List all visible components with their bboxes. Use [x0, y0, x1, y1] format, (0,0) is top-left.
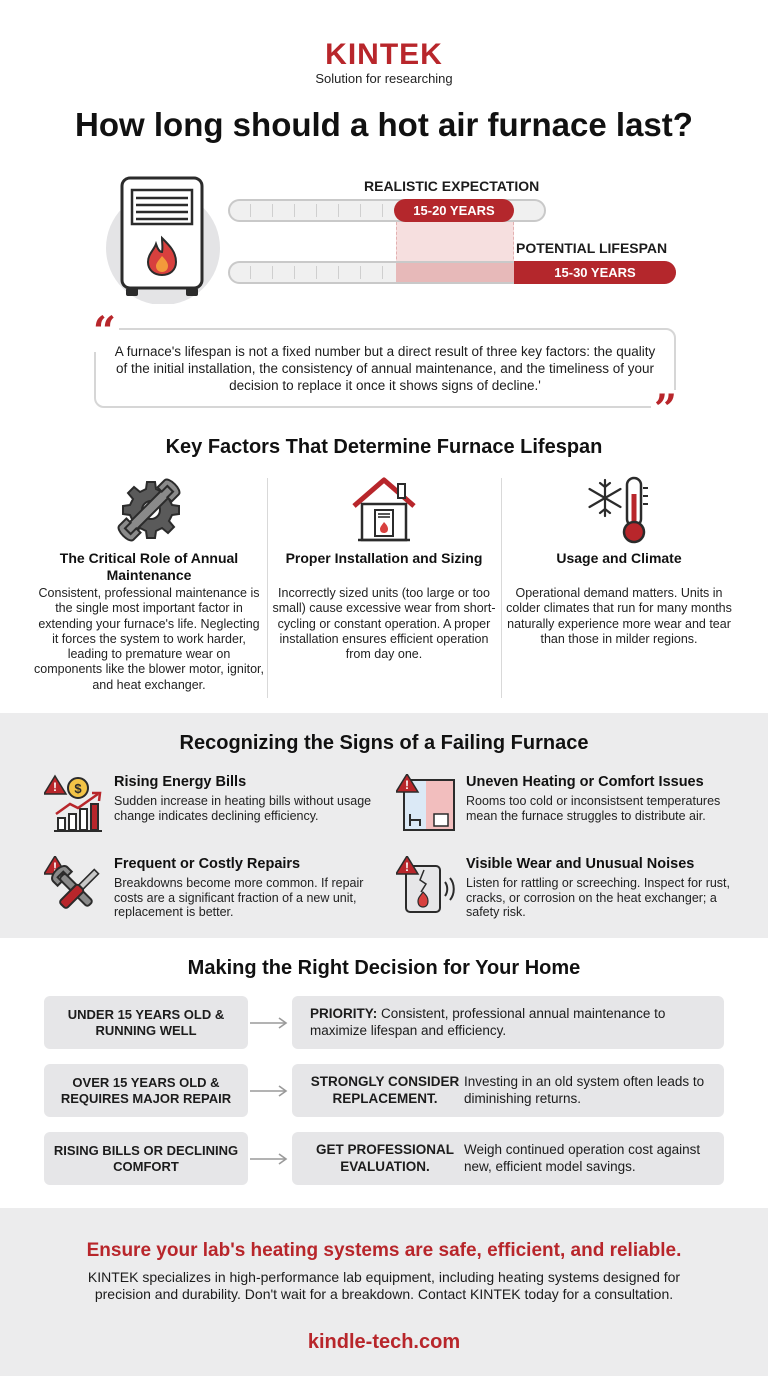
- repair-tools-icon: [44, 856, 106, 918]
- factor-title: The Critical Role of Annual Maintenance: [59, 550, 239, 583]
- quote-text: A furnace's lifespan is not a fixed number but a direct result of three key factors: the quality of the initial installation, the consistency of annual maintenance, and the timeliness of your decision to replace it once it shows signs of decline.': [114, 344, 656, 393]
- realistic-range-badge: 15-20 YEARS: [394, 199, 514, 222]
- close-quote-icon: ”: [651, 390, 680, 430]
- factors-title: Key Factors That Determine Furnace Lifespan: [165, 436, 603, 458]
- sign-title: Rising Energy Bills: [114, 774, 247, 790]
- house-furnace-icon: [348, 474, 420, 546]
- snowflake-thermometer-icon: [583, 474, 655, 546]
- decision-value: Consistent, professional annual maintenance to maximize lifespan and efficiency.: [310, 1006, 666, 1038]
- factor-title: Usage and Climate: [556, 550, 682, 566]
- sign-title: Visible Wear and Unusual Noises: [466, 856, 695, 872]
- potential-range-badge: 15-30 YEARS: [514, 261, 676, 284]
- cta-text: KINTEK specializes in high-performance lab equipment, including heating systems designed for precision and durability. Don't wait for a breakdown. Contact KINTEK today for a consultation.: [87, 1269, 681, 1302]
- brand-tagline: Solution for researching: [315, 71, 453, 86]
- sign-text: Listen for rattling or screeching. Inspect for rust, cracks, or corrosion on the heat exchanger; a safety risk.: [466, 876, 731, 919]
- decision-action: [292, 1132, 724, 1185]
- sign-text: Sudden increase in heating bills without usage change indicates declining efficiency.: [114, 794, 372, 823]
- factor-climate: [504, 474, 734, 647]
- decision-condition: UNDER 15 YEARS OLD & RUNNING WELL: [44, 996, 248, 1049]
- potential-label: POTENTIAL LIFESPAN: [516, 240, 668, 256]
- decision-title: Making the Right Decision for Your Home: [187, 957, 581, 979]
- factor-installation: [269, 474, 499, 662]
- sign-text: Rooms too cold or inconsistsent temperatures mean the furnace struggles to distribute air.: [466, 794, 721, 823]
- factor-maintenance: [34, 474, 264, 693]
- decision-action: [292, 1064, 724, 1117]
- arrow-right-icon: [250, 1016, 288, 1030]
- open-quote-icon: “: [90, 312, 119, 352]
- decision-condition: RISING BILLS OR DECLINING COMFORT: [44, 1132, 248, 1185]
- page-title: How long should a hot air furnace last?: [75, 106, 693, 143]
- factor-title: Proper Installation and Sizing: [285, 550, 483, 566]
- signs-title: Recognizing the Signs of a Failing Furnace: [179, 732, 589, 754]
- divider: [501, 478, 502, 698]
- svg-text:!: !: [53, 780, 57, 794]
- factor-text: Incorrectly sized units (too large or too small) cause excessive wear from short-cycling or constant operation. A proper installation ensures efficient operation from day one.: [272, 586, 496, 662]
- wrench-gear-icon: [113, 474, 185, 546]
- cta-title: Ensure your lab's heating systems are safe, efficient, and reliable.: [86, 1240, 682, 1261]
- rising-bills-icon: [44, 774, 106, 836]
- svg-text:!: !: [405, 778, 409, 792]
- arrow-right-icon: [250, 1084, 288, 1098]
- divider: [267, 478, 268, 698]
- decision-condition: OVER 15 YEARS OLD & REQUIRES MAJOR REPAIR: [44, 1064, 248, 1117]
- factor-text: Consistent, professional maintenance is the single most important factor in extending your furnace's life. Neglecting it forces the system to work harder, leading to premature wear on components like the blower motor, ignitor, and heat exchanger.: [34, 586, 264, 692]
- noisy-furnace-icon: [396, 856, 458, 918]
- decision-key: GET PROFESSIONAL EVALUATION.: [315, 1142, 454, 1174]
- decision-key: PRIORITY:: [310, 1006, 378, 1021]
- factor-text: Operational demand matters. Units in colder climates that run for many months naturally experience more wear and tear than those in milder regions.: [506, 586, 732, 646]
- decision-action: [292, 996, 724, 1049]
- sign-title: Uneven Heating or Comfort Issues: [466, 774, 704, 790]
- svg-text:$: $: [74, 781, 82, 796]
- realistic-label: REALISTIC EXPECTATION: [364, 178, 540, 194]
- svg-text:!: !: [405, 860, 409, 874]
- decision-key: STRONGLY CONSIDER REPLACEMENT.: [310, 1074, 460, 1106]
- potential-overlap-fill: [396, 263, 516, 282]
- svg-text:!: !: [53, 860, 57, 874]
- website-link[interactable]: kindle-tech.com: [307, 1331, 461, 1353]
- uneven-heating-icon: [396, 774, 458, 836]
- decision-value: Weigh continued operation cost against new, efficient model savings.: [464, 1142, 701, 1174]
- sign-text: Breakdowns become more common. If repair costs are a significant fraction of a new unit, replacement is better.: [114, 876, 364, 919]
- decision-value: Investing in an old system often leads to diminishing returns.: [464, 1074, 705, 1106]
- furnace-icon: [92, 174, 234, 304]
- arrow-right-icon: [250, 1152, 288, 1166]
- sign-title: Frequent or Costly Repairs: [114, 856, 301, 872]
- brand-logo: KINTEK: [325, 38, 443, 71]
